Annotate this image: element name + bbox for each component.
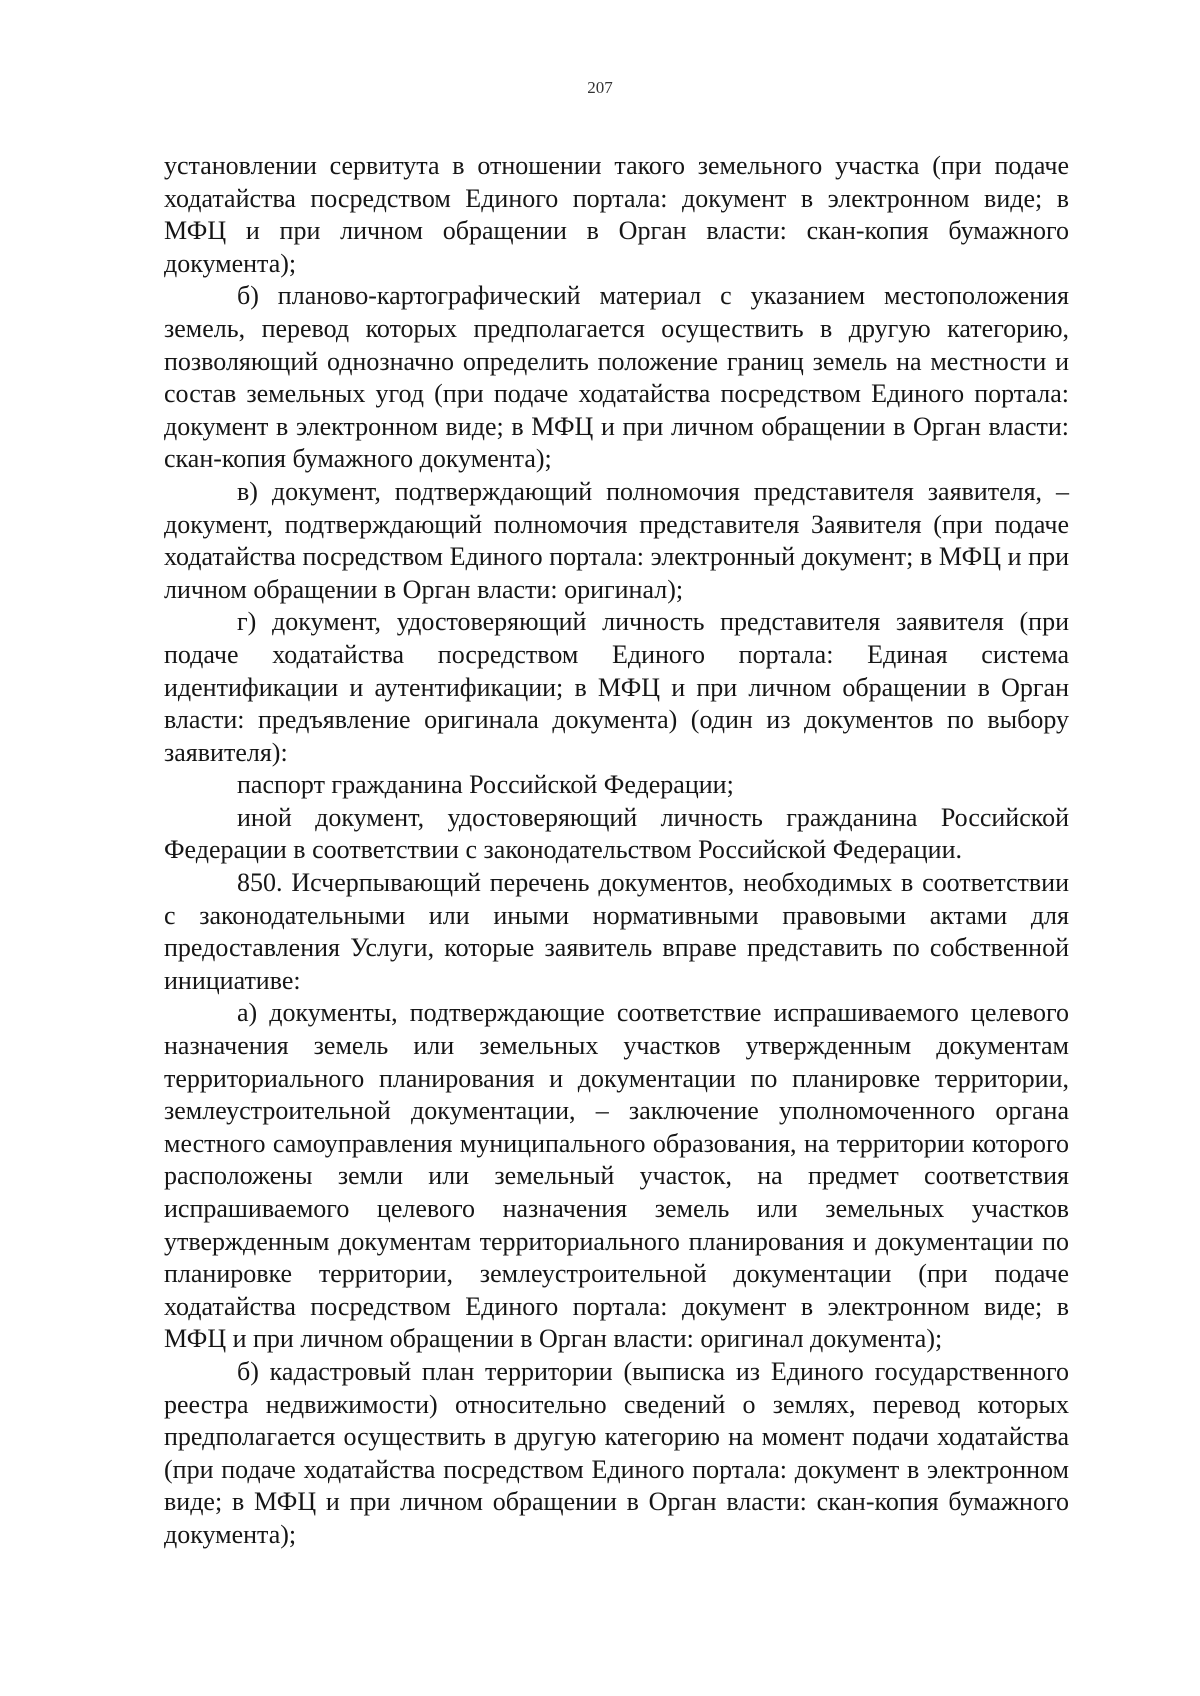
page-number: 207	[587, 78, 613, 97]
paragraph-item-v-representative-authority: в) документ, подтверждающий полномочия представителя заявителя, – документ, подтверждающий полномочия представителя Заявителя (при подаче ходатайства посредством Единого портала: электронный документ; в МФЦ и при личном обращении в Орган власти: оригинал);	[164, 476, 1069, 604]
paragraph-continuation: установлении сервитута в отношении такого земельного участка (при подаче ходатайства посредством Единого портала: документ в электронном виде; в МФЦ и при личном обращении в Орган власти: скан-копия бумажного документа);	[164, 151, 1069, 278]
paragraph-passport: паспорт гражданина Российской Федерации;	[237, 770, 734, 800]
paragraph-item-g-identity-document: г) документ, удостоверяющий личность представителя заявителя (при подаче ходатайства посредством Единого портала: Единая система идентификации и аутентификации; в МФЦ и при личном обращении в Орган власти: предъявление оригинала документа) (один из документов по выбору заявителя):	[164, 607, 1069, 767]
paragraph-item-b-cartographic-material: б) планово-картографический материал с указанием местоположения земель, перевод которых предполагается осуществить в другую категорию, позволяющий однозначно определить положение границ земель на местности и состав земельных угод (при подаче ходатайства посредством Единого портала: документ в электронном виде; в МФЦ и при личном обращении в Орган власти: скан-копия бумажного документа);	[164, 281, 1069, 474]
paragraph-item-a-conformity-documents: а) документы, подтверждающие соответствие испрашиваемого целевого назначения земель или земельных участков утвержденным документам территориального планирования и документации по планировке территории, землеустроительной документации, – заключение уполномоченного органа местного самоуправления муниципального образования, на территории которого расположены земли или земельный участок, на предмет соответствия испрашиваемого целевого назначения земель или земельных участков утвержденным документам территориального планирования и документации по планировке территории, землеустроительной документации (при подаче ходатайства посредством Единого портала: документ в электронном виде; в МФЦ и при личном обращении в Орган власти: оригинал документа);	[164, 998, 1069, 1354]
paragraph-section-850: 850. Исчерпывающий перечень документов, необходимых в соответствии с законодательными или иными нормативными правовыми актами для предоставления Услуги, которые заявитель вправе представить по собственной инициативе:	[164, 868, 1069, 995]
paragraph-item-b-cadastral-plan: б) кадастровый план территории (выписка из Единого государственного реестра недвижимости) относительно сведений о землях, перевод которых предполагается осуществить в другую категорию на момент подачи ходатайства (при подаче ходатайства посредством Единого портала: документ в электронном виде; в МФЦ и при личном обращении в Орган власти: скан-копия бумажного документа);	[164, 1356, 1069, 1549]
document-body	[164, 150, 1069, 1552]
paragraph-other-identity-document: иной документ, удостоверяющий личность гражданина Российской Федерации в соответствии с законодательством Российской Федерации.	[164, 802, 1069, 865]
